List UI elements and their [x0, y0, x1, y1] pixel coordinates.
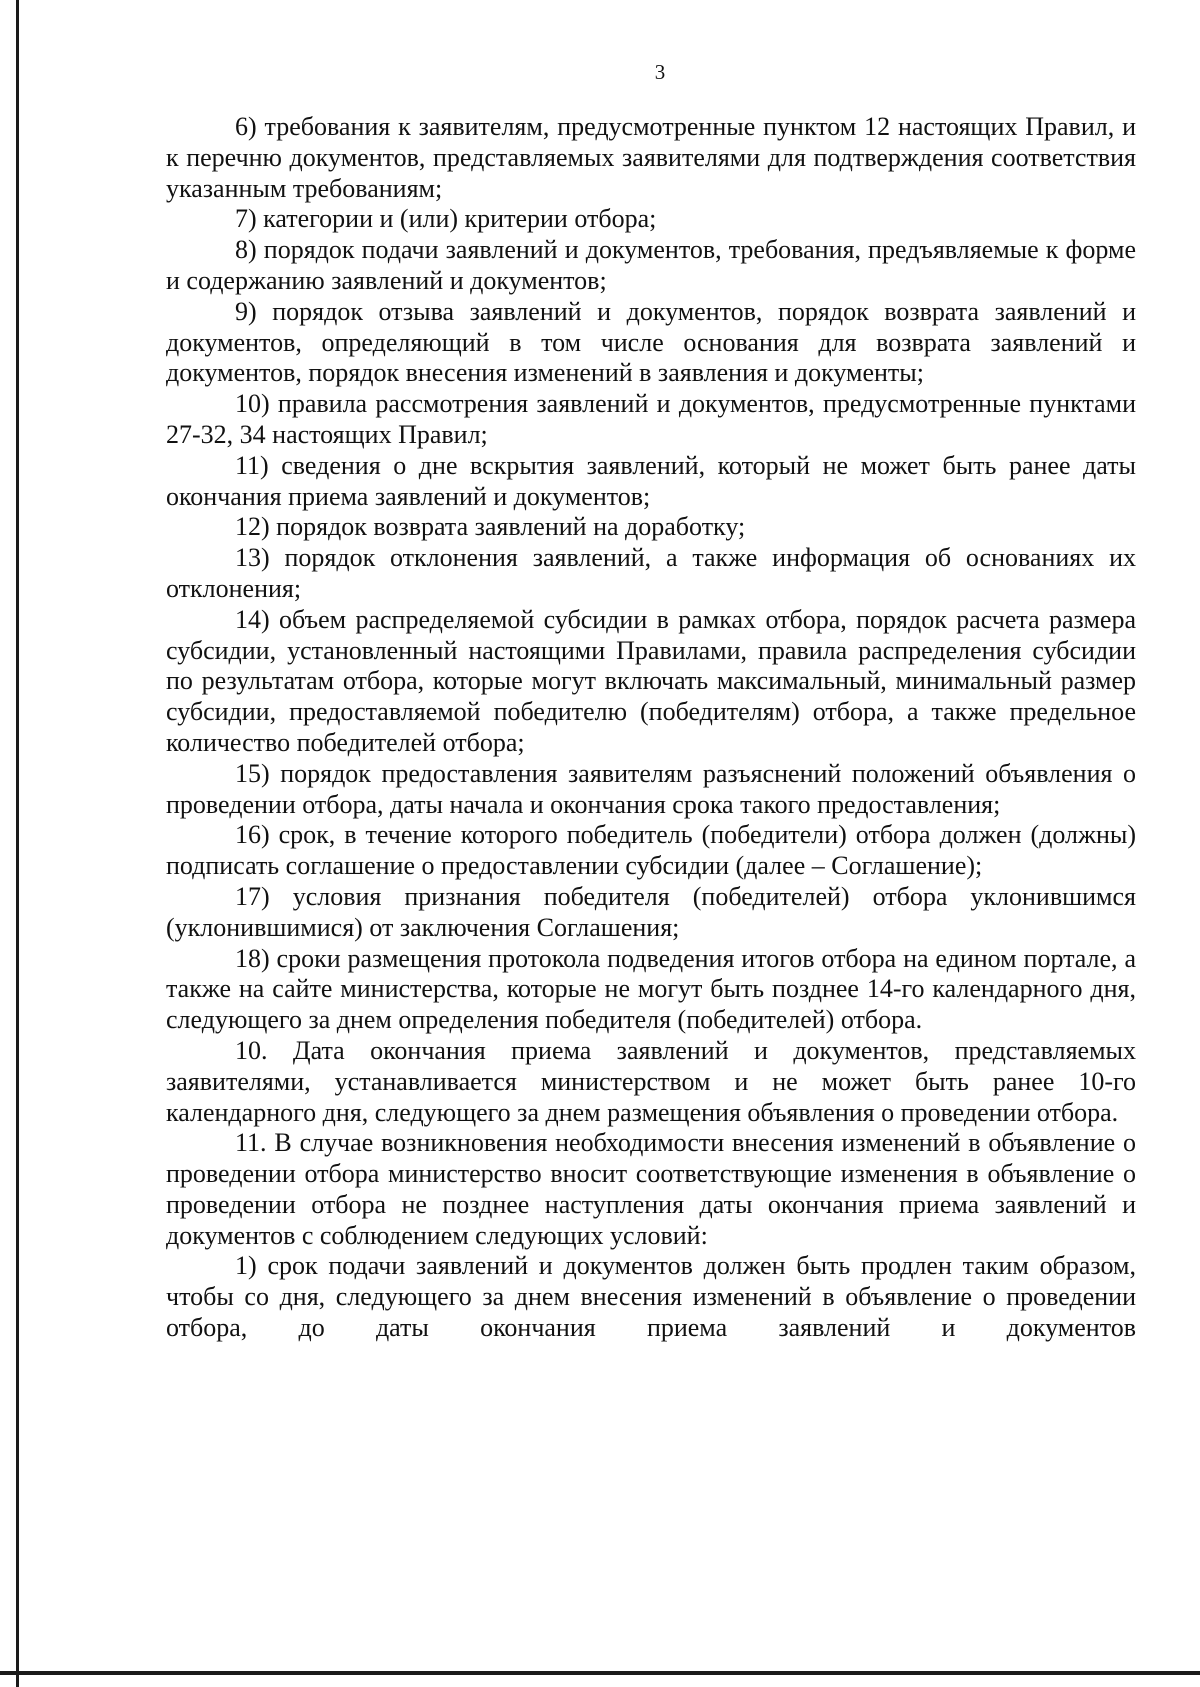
list-item-10: 10) правила рассмотрения заявлений и документов, предусмотренные пунктами 27-32, 34 настоящих Правил;: [166, 389, 1136, 449]
list-item-9: 9) порядок отзыва заявлений и документов, порядок возврата заявлений и документов, определяющий в том числе основания для возврата заявлений и документов, порядок внесения изменений в заявления и документы;: [166, 296, 1136, 388]
clause-11: 11. В случае возникновения необходимости внесения изменений в объявление о проведении отбора министерство вносит соответствующие изменения в объявление о проведении отбора не позднее наступления даты окончания приема заявлений и документов с соблюдением следующих условий:: [166, 1128, 1136, 1250]
clause-11-item-1: 1) срок подачи заявлений и документов должен быть продлен таким образом, чтобы со дня, следующего за днем внесения изменений в объявление о проведении отбора, до даты окончания приема заявлений и документов: [166, 1251, 1136, 1343]
list-item-16: 16) срок, в течение которого победитель (победители) отбора должен (должны) подписать соглашение о предоставлении субсидии (далее – Соглашение);: [166, 820, 1136, 881]
document-body: [166, 112, 1136, 1344]
list-item-7: 7) категории и (или) критерии отбора;: [235, 204, 657, 234]
list-item-13: 13) порядок отклонения заявлений, а также информация об основаниях их отклонения;: [166, 543, 1136, 603]
page-number: 3: [654, 60, 666, 84]
list-item-14: 14) объем распределяемой субсидии в рамках отбора, порядок расчета размера субсидии, установленный настоящими Правилами, правила распределения субсидии по результатам отбора, которые могут включать максимальный, минимальный размер субсидии, предоставляемой победителю (победителям) отбора, а также предельное количество победителей отбора;: [166, 604, 1136, 757]
list-item-6: 6) требования к заявителям, предусмотренные пунктом 12 настоящих Правил, и к перечню документов, представляемых заявителями для подтверждения соответствия указанным требованиям;: [166, 112, 1136, 203]
list-item-12: 12) порядок возврата заявлений на доработку;: [235, 512, 746, 542]
list-item-17: 17) условия признания победителя (победителей) отбора уклонившимся (уклонившимися) от заключения Соглашения;: [166, 881, 1136, 942]
list-item-15: 15) порядок предоставления заявителям разъяснений положений объявления о проведении отбора, даты начала и окончания срока такого предоставления;: [166, 758, 1136, 819]
list-item-11: 11) сведения о дне вскрытия заявлений, который не может быть ранее даты окончания приема заявлений и документов;: [166, 450, 1136, 511]
clause-10: 10. Дата окончания приема заявлений и документов, представляемых заявителями, устанавливается министерством и не может быть ранее 10-го календарного дня, следующего за днем размещения объявления о проведении отбора.: [166, 1035, 1136, 1127]
list-item-18: 18) сроки размещения протокола подведения итогов отбора на едином портале, а также на сайте министерства, которые не могут быть позднее 14-го календарного дня, следующего за днем определения победителя (победителей) отбора.: [166, 943, 1136, 1035]
list-item-8: 8) порядок подачи заявлений и документов, требования, предъявляемые к форме и содержанию заявлений и документов;: [166, 235, 1136, 295]
